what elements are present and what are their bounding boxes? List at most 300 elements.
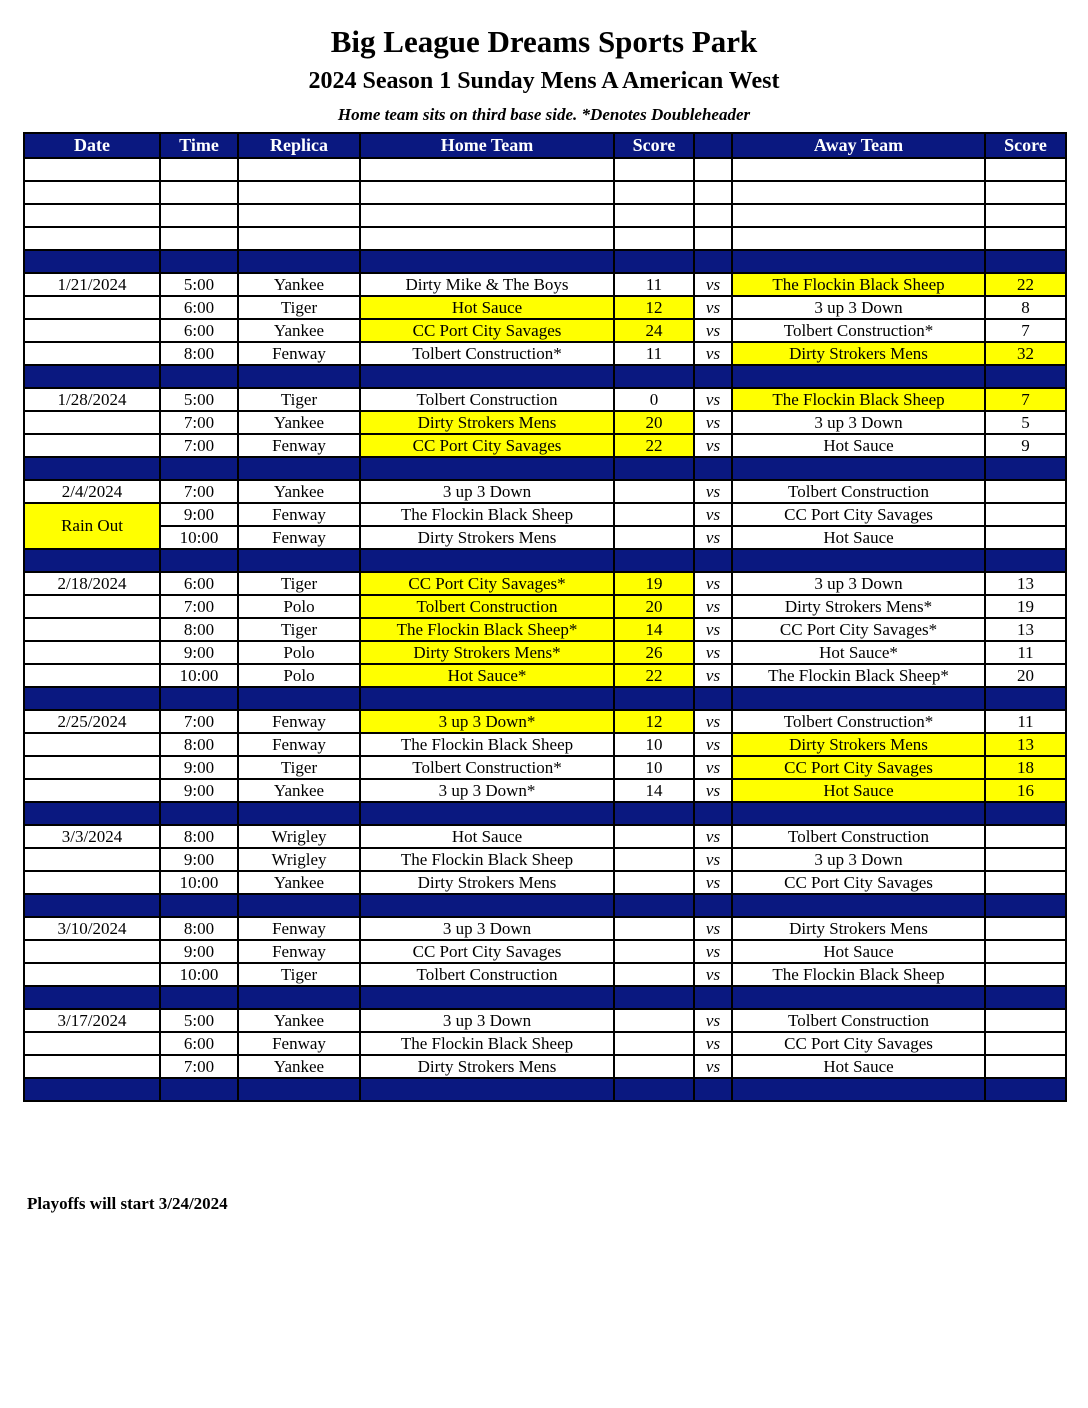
home-score-cell: 10 <box>614 733 694 756</box>
separator-cell <box>985 457 1066 480</box>
separator-cell <box>694 1078 732 1101</box>
table-row <box>24 1055 1066 1078</box>
away-score-cell: 16 <box>985 779 1066 802</box>
empty-row <box>24 204 1066 227</box>
home-team-cell: Dirty Strokers Mens <box>360 871 614 894</box>
home-score-cell <box>614 503 694 526</box>
separator-cell <box>732 687 985 710</box>
table-row <box>24 595 1066 618</box>
page-subtitle: 2024 Season 1 Sunday Mens A American West <box>308 68 780 94</box>
empty-cell <box>160 204 238 227</box>
field-cell: Wrigley <box>238 848 360 871</box>
separator-cell <box>360 986 614 1009</box>
vs-cell: vs <box>694 1055 732 1078</box>
empty-cell <box>614 227 694 250</box>
separator-row <box>24 687 1066 710</box>
date-cell: 2/4/2024 <box>24 480 160 503</box>
date-cell <box>24 871 160 894</box>
time-cell: 10:00 <box>160 664 238 687</box>
separator-cell <box>694 802 732 825</box>
table-row <box>24 1032 1066 1055</box>
vs-cell: vs <box>694 963 732 986</box>
field-cell: Fenway <box>238 710 360 733</box>
separator-cell <box>24 986 160 1009</box>
table-row <box>24 388 1066 411</box>
home-score-cell: 12 <box>614 296 694 319</box>
time-cell: 7:00 <box>160 1055 238 1078</box>
table-row <box>24 779 1066 802</box>
date-cell <box>24 296 160 319</box>
field-cell: Yankee <box>238 480 360 503</box>
empty-cell <box>360 227 614 250</box>
table-row <box>24 848 1066 871</box>
table-row <box>24 664 1066 687</box>
time-cell: 7:00 <box>160 480 238 503</box>
home-score-cell: 19 <box>614 572 694 595</box>
field-cell: Fenway <box>238 526 360 549</box>
separator-cell <box>614 986 694 1009</box>
away-score-cell <box>985 1055 1066 1078</box>
empty-cell <box>614 204 694 227</box>
away-score-cell <box>985 526 1066 549</box>
field-cell: Tiger <box>238 388 360 411</box>
away-team-cell: Tolbert Construction* <box>732 710 985 733</box>
field-cell: Fenway <box>238 434 360 457</box>
away-team-cell: Tolbert Construction <box>732 480 985 503</box>
time-cell: 10:00 <box>160 963 238 986</box>
vs-cell: vs <box>694 848 732 871</box>
separator-cell <box>614 802 694 825</box>
separator-cell <box>614 1078 694 1101</box>
col-header-vs <box>694 133 732 158</box>
date-cell <box>24 940 160 963</box>
separator-row <box>24 457 1066 480</box>
time-cell: 5:00 <box>160 273 238 296</box>
field-cell: Yankee <box>238 273 360 296</box>
empty-cell <box>160 227 238 250</box>
separator-row <box>24 894 1066 917</box>
home-score-cell <box>614 871 694 894</box>
empty-row <box>24 227 1066 250</box>
date-cell <box>24 411 160 434</box>
table-row <box>24 710 1066 733</box>
home-score-cell: 14 <box>614 618 694 641</box>
away-team-cell: The Flockin Black Sheep <box>732 963 985 986</box>
date-cell <box>24 342 160 365</box>
separator-cell <box>238 250 360 273</box>
separator-cell <box>360 687 614 710</box>
separator-cell <box>238 365 360 388</box>
vs-cell: vs <box>694 526 732 549</box>
separator-cell <box>24 365 160 388</box>
home-score-cell <box>614 1009 694 1032</box>
empty-cell <box>985 227 1066 250</box>
away-score-cell: 20 <box>985 664 1066 687</box>
empty-cell <box>732 158 985 181</box>
away-score-cell <box>985 825 1066 848</box>
table-row <box>24 940 1066 963</box>
empty-cell <box>160 158 238 181</box>
empty-cell <box>24 181 160 204</box>
time-cell: 5:00 <box>160 388 238 411</box>
separator-cell <box>24 250 160 273</box>
home-score-cell: 22 <box>614 664 694 687</box>
page-note: Home team sits on third base side. *Denotes Doubleheader <box>337 105 751 124</box>
table-row <box>24 526 1066 549</box>
table-row <box>24 319 1066 342</box>
home-team-cell: 3 up 3 Down* <box>360 779 614 802</box>
away-team-cell: Tolbert Construction <box>732 825 985 848</box>
home-team-cell: CC Port City Savages* <box>360 572 614 595</box>
date-cell <box>24 963 160 986</box>
time-cell: 9:00 <box>160 503 238 526</box>
home-score-cell: 22 <box>614 434 694 457</box>
time-cell: 6:00 <box>160 319 238 342</box>
away-team-cell: CC Port City Savages <box>732 503 985 526</box>
time-cell: 7:00 <box>160 411 238 434</box>
time-cell: 7:00 <box>160 434 238 457</box>
field-cell: Yankee <box>238 779 360 802</box>
date-cell <box>24 756 160 779</box>
field-cell: Yankee <box>238 319 360 342</box>
away-team-cell: Dirty Strokers Mens <box>732 733 985 756</box>
table-row <box>24 572 1066 595</box>
vs-cell: vs <box>694 388 732 411</box>
away-score-cell: 13 <box>985 733 1066 756</box>
col-header-home-team: Home Team <box>360 133 614 158</box>
table-row <box>24 917 1066 940</box>
table-row <box>24 342 1066 365</box>
vs-cell: vs <box>694 480 732 503</box>
away-team-cell: CC Port City Savages* <box>732 618 985 641</box>
separator-cell <box>694 250 732 273</box>
separator-cell <box>614 894 694 917</box>
separator-cell <box>238 687 360 710</box>
field-cell: Yankee <box>238 411 360 434</box>
date-cell: 2/18/2024 <box>24 572 160 595</box>
home-team-cell: CC Port City Savages <box>360 319 614 342</box>
table-row <box>24 1009 1066 1032</box>
date-cell: 3/17/2024 <box>24 1009 160 1032</box>
home-team-cell: 3 up 3 Down <box>360 917 614 940</box>
vs-cell: vs <box>694 618 732 641</box>
time-cell: 8:00 <box>160 342 238 365</box>
separator-cell <box>160 250 238 273</box>
vs-cell: vs <box>694 342 732 365</box>
home-team-cell: The Flockin Black Sheep <box>360 503 614 526</box>
home-team-cell: Hot Sauce* <box>360 664 614 687</box>
separator-row <box>24 250 1066 273</box>
field-cell: Fenway <box>238 342 360 365</box>
away-score-cell: 7 <box>985 319 1066 342</box>
separator-cell <box>732 802 985 825</box>
col-header-away-team: Away Team <box>732 133 985 158</box>
separator-cell <box>614 365 694 388</box>
separator-cell <box>694 687 732 710</box>
separator-cell <box>614 549 694 572</box>
away-team-cell: Hot Sauce* <box>732 641 985 664</box>
date-cell <box>24 641 160 664</box>
empty-cell <box>614 158 694 181</box>
vs-cell: vs <box>694 296 732 319</box>
col-header-home-score: Score <box>614 133 694 158</box>
date-cell <box>24 664 160 687</box>
separator-cell <box>238 549 360 572</box>
time-cell: 6:00 <box>160 296 238 319</box>
away-score-cell: 13 <box>985 618 1066 641</box>
date-cell <box>24 1032 160 1055</box>
away-score-cell: 13 <box>985 572 1066 595</box>
away-score-cell: 32 <box>985 342 1066 365</box>
separator-cell <box>24 549 160 572</box>
empty-cell <box>24 158 160 181</box>
away-score-cell <box>985 1032 1066 1055</box>
field-cell: Tiger <box>238 963 360 986</box>
away-score-cell <box>985 480 1066 503</box>
home-team-cell: The Flockin Black Sheep <box>360 848 614 871</box>
home-score-cell: 11 <box>614 342 694 365</box>
separator-cell <box>732 894 985 917</box>
date-cell <box>24 618 160 641</box>
schedule-body <box>24 158 1066 1101</box>
separator-cell <box>985 894 1066 917</box>
empty-cell <box>238 181 360 204</box>
away-team-cell: Hot Sauce <box>732 779 985 802</box>
home-team-cell: Dirty Strokers Mens* <box>360 641 614 664</box>
separator-cell <box>985 986 1066 1009</box>
separator-cell <box>614 687 694 710</box>
separator-cell <box>160 549 238 572</box>
away-score-cell: 11 <box>985 710 1066 733</box>
separator-cell <box>238 894 360 917</box>
separator-cell <box>160 365 238 388</box>
separator-cell <box>614 457 694 480</box>
home-score-cell <box>614 917 694 940</box>
home-team-cell: Tolbert Construction* <box>360 342 614 365</box>
footer-note: Playoffs will start 3/24/2024 <box>27 1194 228 1213</box>
separator-cell <box>694 457 732 480</box>
away-team-cell: Hot Sauce <box>732 434 985 457</box>
away-team-cell: CC Port City Savages <box>732 756 985 779</box>
away-score-cell <box>985 963 1066 986</box>
home-score-cell: 26 <box>614 641 694 664</box>
field-cell: Tiger <box>238 296 360 319</box>
home-score-cell <box>614 963 694 986</box>
away-score-cell: 9 <box>985 434 1066 457</box>
home-team-cell: Hot Sauce <box>360 296 614 319</box>
table-row <box>24 871 1066 894</box>
separator-cell <box>732 1078 985 1101</box>
home-team-cell: 3 up 3 Down <box>360 480 614 503</box>
separator-row <box>24 365 1066 388</box>
away-team-cell: Dirty Strokers Mens <box>732 917 985 940</box>
separator-cell <box>732 986 985 1009</box>
home-team-cell: The Flockin Black Sheep* <box>360 618 614 641</box>
separator-cell <box>160 894 238 917</box>
vs-cell: vs <box>694 1009 732 1032</box>
empty-cell <box>360 181 614 204</box>
separator-cell <box>160 687 238 710</box>
separator-cell <box>360 549 614 572</box>
field-cell: Fenway <box>238 1032 360 1055</box>
away-team-cell: 3 up 3 Down <box>732 411 985 434</box>
away-score-cell <box>985 1009 1066 1032</box>
separator-cell <box>360 250 614 273</box>
separator-cell <box>238 457 360 480</box>
empty-cell <box>160 181 238 204</box>
vs-cell: vs <box>694 664 732 687</box>
home-score-cell: 24 <box>614 319 694 342</box>
separator-cell <box>732 457 985 480</box>
date-cell <box>24 434 160 457</box>
table-row <box>24 273 1066 296</box>
separator-cell <box>238 1078 360 1101</box>
home-team-cell: 3 up 3 Down <box>360 1009 614 1032</box>
vs-cell: vs <box>694 411 732 434</box>
home-score-cell <box>614 940 694 963</box>
home-score-cell: 20 <box>614 411 694 434</box>
away-team-cell: 3 up 3 Down <box>732 848 985 871</box>
separator-cell <box>732 365 985 388</box>
separator-row <box>24 549 1066 572</box>
away-score-cell: 8 <box>985 296 1066 319</box>
field-cell: Fenway <box>238 940 360 963</box>
page-title: Big League Dreams Sports Park <box>330 24 758 59</box>
time-cell: 8:00 <box>160 825 238 848</box>
home-team-cell: Dirty Strokers Mens <box>360 411 614 434</box>
date-cell: 1/21/2024 <box>24 273 160 296</box>
rain-out-cell: Rain Out <box>24 503 160 549</box>
empty-cell <box>732 204 985 227</box>
away-team-cell: Hot Sauce <box>732 1055 985 1078</box>
field-cell: Tiger <box>238 756 360 779</box>
time-cell: 8:00 <box>160 618 238 641</box>
empty-cell <box>360 204 614 227</box>
time-cell: 7:00 <box>160 710 238 733</box>
empty-cell <box>694 181 732 204</box>
away-score-cell: 11 <box>985 641 1066 664</box>
field-cell: Tiger <box>238 618 360 641</box>
home-team-cell: Dirty Mike & The Boys <box>360 273 614 296</box>
empty-cell <box>985 158 1066 181</box>
home-score-cell: 20 <box>614 595 694 618</box>
field-cell: Tiger <box>238 572 360 595</box>
col-header-replica: Replica <box>238 133 360 158</box>
separator-cell <box>360 894 614 917</box>
home-team-cell: Tolbert Construction* <box>360 756 614 779</box>
empty-cell <box>238 204 360 227</box>
time-cell: 9:00 <box>160 756 238 779</box>
away-team-cell: Dirty Strokers Mens <box>732 342 985 365</box>
separator-cell <box>732 250 985 273</box>
empty-cell <box>694 158 732 181</box>
empty-cell <box>614 181 694 204</box>
separator-cell <box>985 365 1066 388</box>
field-cell: Polo <box>238 641 360 664</box>
empty-cell <box>694 227 732 250</box>
col-header-time: Time <box>160 133 238 158</box>
away-score-cell <box>985 940 1066 963</box>
separator-cell <box>985 250 1066 273</box>
separator-cell <box>24 687 160 710</box>
home-score-cell: 11 <box>614 273 694 296</box>
away-score-cell: 22 <box>985 273 1066 296</box>
away-score-cell: 19 <box>985 595 1066 618</box>
separator-cell <box>238 802 360 825</box>
home-team-cell: Tolbert Construction <box>360 595 614 618</box>
away-score-cell <box>985 848 1066 871</box>
home-score-cell: 12 <box>614 710 694 733</box>
field-cell: Polo <box>238 664 360 687</box>
date-cell <box>24 595 160 618</box>
time-cell: 10:00 <box>160 526 238 549</box>
time-cell: 6:00 <box>160 1032 238 1055</box>
separator-cell <box>694 365 732 388</box>
home-score-cell: 0 <box>614 388 694 411</box>
table-row <box>24 434 1066 457</box>
vs-cell: vs <box>694 825 732 848</box>
home-score-cell <box>614 1032 694 1055</box>
vs-cell: vs <box>694 1032 732 1055</box>
time-cell: 9:00 <box>160 641 238 664</box>
table-row <box>24 733 1066 756</box>
separator-cell <box>160 986 238 1009</box>
separator-cell <box>985 687 1066 710</box>
field-cell: Fenway <box>238 503 360 526</box>
col-header-away-score: Score <box>985 133 1066 158</box>
separator-cell <box>360 365 614 388</box>
vs-cell: vs <box>694 595 732 618</box>
table-row <box>24 756 1066 779</box>
empty-cell <box>360 158 614 181</box>
home-score-cell <box>614 480 694 503</box>
home-team-cell: The Flockin Black Sheep <box>360 1032 614 1055</box>
date-cell <box>24 779 160 802</box>
time-cell: 9:00 <box>160 940 238 963</box>
home-team-cell: 3 up 3 Down* <box>360 710 614 733</box>
vs-cell: vs <box>694 917 732 940</box>
separator-cell <box>694 549 732 572</box>
separator-cell <box>985 549 1066 572</box>
table-row <box>24 825 1066 848</box>
separator-row <box>24 986 1066 1009</box>
empty-row <box>24 158 1066 181</box>
field-cell: Fenway <box>238 733 360 756</box>
table-row <box>24 480 1066 503</box>
field-cell: Wrigley <box>238 825 360 848</box>
separator-cell <box>160 802 238 825</box>
field-cell: Fenway <box>238 917 360 940</box>
away-score-cell: 7 <box>985 388 1066 411</box>
time-cell: 10:00 <box>160 871 238 894</box>
date-cell <box>24 319 160 342</box>
home-team-cell: The Flockin Black Sheep <box>360 733 614 756</box>
table-row <box>24 618 1066 641</box>
table-header-row <box>24 133 1066 158</box>
away-team-cell: Hot Sauce <box>732 940 985 963</box>
home-team-cell: CC Port City Savages <box>360 434 614 457</box>
separator-cell <box>614 250 694 273</box>
empty-cell <box>694 204 732 227</box>
vs-cell: vs <box>694 434 732 457</box>
date-cell: 1/28/2024 <box>24 388 160 411</box>
table-row <box>24 503 1066 526</box>
away-team-cell: CC Port City Savages <box>732 1032 985 1055</box>
home-team-cell: Hot Sauce <box>360 825 614 848</box>
date-cell <box>24 848 160 871</box>
vs-cell: vs <box>694 641 732 664</box>
home-score-cell <box>614 825 694 848</box>
